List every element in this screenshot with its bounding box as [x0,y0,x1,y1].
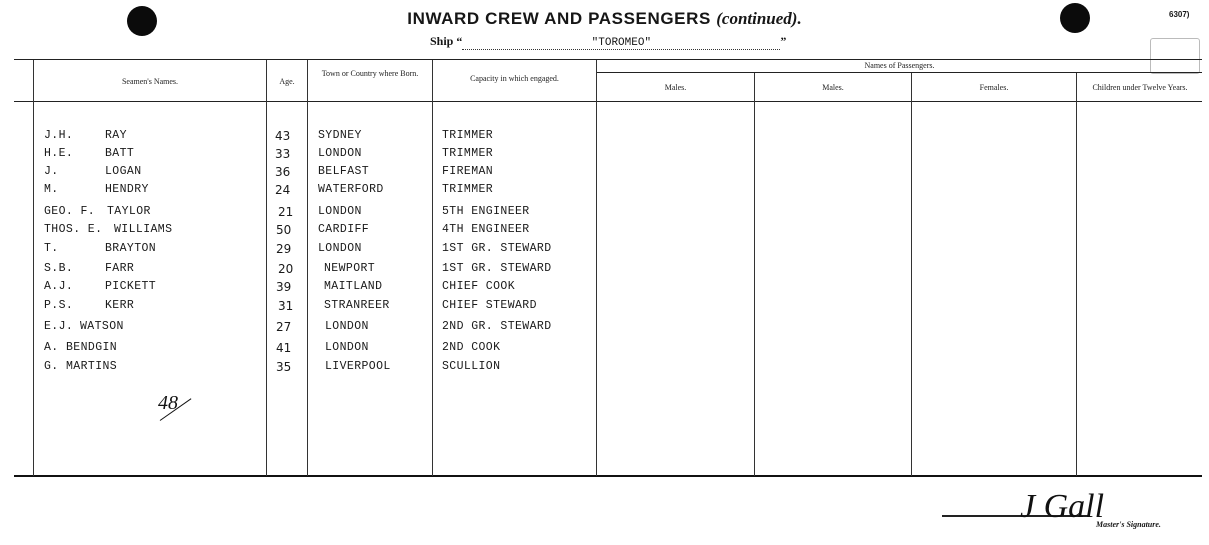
crew-age: 43 [275,129,291,143]
crew-age: 29 [276,242,292,256]
crew-surname: BATT [105,147,135,160]
crew-surname: BENDGIN [66,341,118,354]
crew-capacity: 2ND COOK [442,341,501,354]
page-title-main: INWARD CREW AND PASSENGERS [407,9,711,28]
crew-capacity: CHIEF COOK [442,280,516,293]
header-names-of-passengers: Names of Passengers. [864,61,935,70]
header-capacity: Capacity in which engaged. [470,74,559,83]
crew-surname: FARR [105,262,135,275]
crew-surname: HENDRY [105,183,149,196]
crew-town: BELFAST [318,165,370,178]
ship-label-close: ” [780,34,787,48]
header-males-2: Males. [822,83,844,92]
crew-town: SYDNEY [318,129,362,142]
form-number: 6307) [1169,10,1190,19]
crew-surname: LOGAN [105,165,142,178]
col-rule-5 [754,73,755,476]
crew-age: 24 [275,183,291,197]
crew-age: 39 [276,280,292,294]
crew-town: CARDIFF [318,223,370,236]
col-rule-3 [432,60,433,476]
crew-age: 20 [278,262,294,276]
crew-capacity: TRIMMER [442,129,494,142]
table-bottom-rule [14,475,1202,477]
crew-town: LONDON [325,320,369,333]
crew-surname: TAYLOR [107,205,151,218]
col-rule-4 [596,60,597,476]
crew-age: 35 [276,360,292,374]
crew-age: 36 [275,165,291,179]
col-rule-1 [266,60,267,476]
crew-town: STRANREER [324,299,390,312]
crew-initials: GEO. F. [44,205,96,218]
crew-age: 41 [276,341,292,355]
col-rule-0 [33,60,34,476]
crew-capacity: 4TH ENGINEER [442,223,530,236]
crew-town: LONDON [318,242,362,255]
crew-age: 21 [278,205,294,219]
crew-surname: WATSON [80,320,124,333]
crew-capacity: SCULLION [442,360,501,373]
crew-capacity: FIREMAN [442,165,494,178]
header-children: Children under Twelve Years. [1092,83,1188,92]
crew-surname: RAY [105,129,127,142]
crew-initials: E.J. [44,320,74,333]
crew-initials: A.J. [44,280,74,293]
table-top-rule [14,59,1202,60]
masters-signature: J Gall [1020,488,1105,525]
crew-capacity: 1ST GR. STEWARD [442,262,552,275]
crew-initials: J.H. [44,129,74,142]
crew-town: MAITLAND [324,280,383,293]
header-age: Age. [279,77,295,86]
header-females: Females. [979,83,1009,92]
crew-surname: KERR [105,299,135,312]
crew-capacity: TRIMMER [442,183,494,196]
crew-surname: WILLIAMS [114,223,173,236]
crew-capacity: TRIMMER [442,147,494,160]
page-title [0,9,1209,29]
crew-town: NEWPORT [324,262,376,275]
page-title-suffix: (continued). [716,9,802,28]
crew-initials: G. [44,360,59,373]
crew-town: LIVERPOOL [325,360,391,373]
crew-capacity: 2ND GR. STEWARD [442,320,552,333]
crew-initials: A. [44,341,59,354]
ship-label: Ship “ [430,34,463,48]
crew-surname: BRAYTON [105,242,157,255]
crew-town: LONDON [318,205,362,218]
crew-initials: J. [44,165,59,178]
header-town-born: Town or Country where Born. [321,69,419,78]
crew-initials: H.E. [44,147,74,160]
col-rule-2 [307,60,308,476]
header-seamens-names: Seamen's Names. [121,77,179,86]
header-males-1: Males. [664,83,687,92]
col-rule-6 [911,73,912,476]
crew-initials: S.B. [44,262,74,275]
crew-town: LONDON [318,147,362,160]
handwritten-count: 48 [158,392,178,414]
crew-initials: THOS. E. [44,223,103,236]
crew-surname: MARTINS [66,360,118,373]
crew-initials: M. [44,183,59,196]
crew-initials: T. [44,242,59,255]
crew-capacity: 5TH ENGINEER [442,205,530,218]
signature-caption: Master's Signature. [1096,520,1161,529]
ship-line [430,34,786,50]
crew-surname: PICKETT [105,280,157,293]
crew-initials: P.S. [44,299,74,312]
header-bottom-rule [14,101,1202,102]
passenger-group-rule [596,72,1202,73]
crew-age: 50 [276,223,292,237]
crew-age: 33 [275,147,291,161]
crew-town: WATERFORD [318,183,384,196]
crew-town: LONDON [325,341,369,354]
ship-name: "TOROMEO" [462,37,780,50]
crew-capacity: 1ST GR. STEWARD [442,242,552,255]
col-rule-7 [1076,73,1077,476]
crew-age: 31 [278,299,294,313]
crew-capacity: CHIEF STEWARD [442,299,537,312]
crew-age: 27 [276,320,292,334]
